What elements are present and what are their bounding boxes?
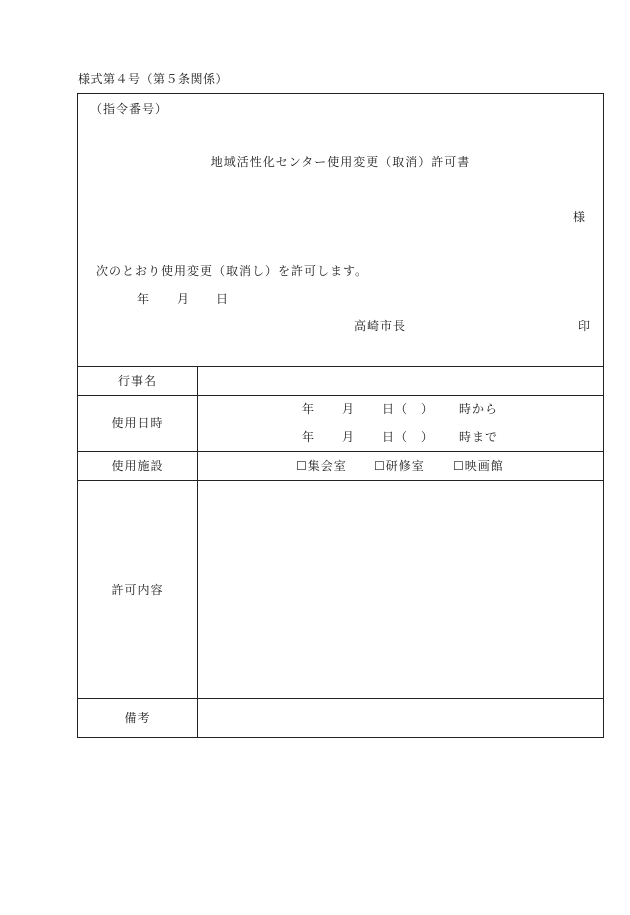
to-suffix: 時まで — [459, 430, 499, 444]
to-year: 年 — [302, 430, 316, 444]
form-number: 様式第４号（第５条関係） — [78, 72, 229, 86]
issue-number-label: （指令番号） — [90, 102, 169, 116]
issuer: 高崎市長 — [354, 319, 407, 333]
remarks-label: 備考 — [124, 711, 151, 725]
row-divider — [78, 366, 603, 367]
row-divider — [78, 480, 603, 481]
row-divider — [78, 395, 603, 396]
date-year: 年 — [137, 292, 151, 306]
facility-label: 使用施設 — [111, 459, 164, 473]
from-day: 日（ ） — [382, 402, 435, 416]
label-column-divider — [197, 366, 198, 737]
facility-option-meeting-room[interactable]: ☐集会室 — [296, 459, 347, 473]
permission-statement: 次のとおり使用変更（取消し）を許可します。 — [96, 264, 369, 278]
form-title: 地域活性化センター使用変更（取消）許可書 — [210, 155, 471, 169]
usage-datetime-label: 使用日時 — [111, 416, 164, 430]
facility-option-training-room[interactable]: ☐研修室 — [374, 459, 425, 473]
from-month: 月 — [342, 402, 356, 416]
seal-mark: 印 — [578, 319, 592, 333]
from-suffix: 時から — [459, 402, 499, 416]
to-day: 日（ ） — [382, 430, 435, 444]
event-name-label: 行事名 — [117, 374, 157, 388]
row-divider — [78, 698, 603, 699]
to-month: 月 — [342, 430, 356, 444]
date-month: 月 — [177, 292, 191, 306]
permission-content-label: 許可内容 — [111, 583, 164, 597]
addressee-suffix: 様 — [573, 210, 587, 224]
row-divider — [78, 451, 603, 452]
date-day: 日 — [216, 292, 230, 306]
permit-form — [77, 93, 604, 738]
from-year: 年 — [302, 402, 316, 416]
facility-option-cinema[interactable]: ☐映画館 — [453, 459, 504, 473]
